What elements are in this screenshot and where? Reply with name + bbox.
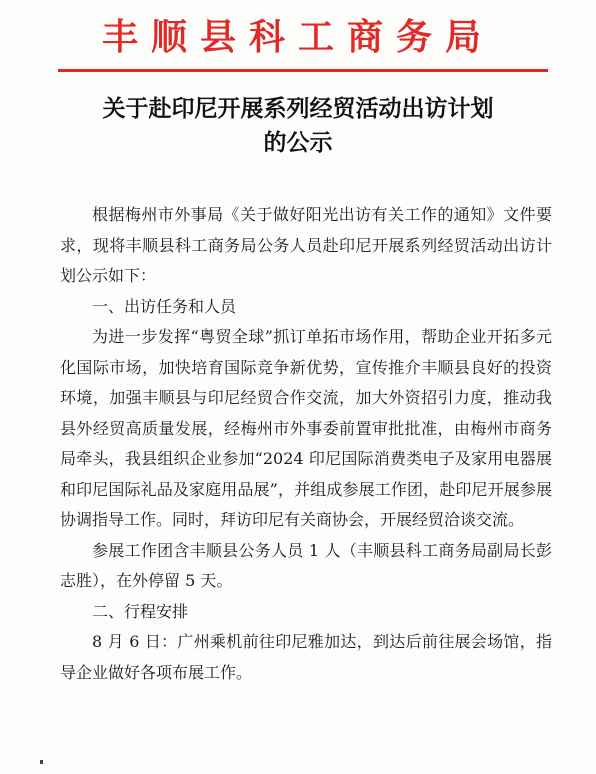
document-title-line-1: 关于赴印尼开展系列经贸活动出访计划 (102, 95, 494, 122)
section-1-heading: 一、出访任务和人员 (92, 296, 237, 316)
document-title (0, 92, 596, 160)
section-2-paragraph-1: 8 月 6 日：广州乘机前往印尼雅加达，到达后前往展会场馆，指导企业做好各项布展工作。 (60, 632, 552, 682)
scan-speck (40, 760, 43, 764)
section-2-heading: 二、行程安排 (92, 601, 189, 621)
org-header-title: 丰顺县科工商务局 (101, 16, 494, 58)
section-1-paragraph-1: 为进一步发挥“粤贸全球”抓订单拓市场作用，帮助企业开拓多元化国际市场，加快培育国际竞争新优势，宣传推介丰顺县良好的投资环境，加强丰顺县与印尼经贸合作交流，加大外资招引力度，推动我县外经贸高质量发展，经梅州市外事委前置审批批准，由梅州市商务局牵头，我县组织企业参加“2024 印尼国际消费类电子及家用电器展和印尼国际礼品及家庭用品展”，并组成参展工作团，赴印尼开展参展协调指导工作。同时，拜访印尼有关商协会，开展经贸洽谈交流。 (60, 327, 552, 529)
header-red-rule (58, 69, 548, 72)
document-title-line-2: 的公示 (263, 129, 333, 156)
section-1-paragraph-2: 参展工作团含丰顺县公务人员 1 人（丰顺县科工商务局副局长彭志胜），在外停留 5 天。 (60, 540, 552, 590)
intro-paragraph: 根据梅州市外事局《关于做好阳光出访有关工作的通知》文件要求，现将丰顺县科工商务局公务人员赴印尼开展系列经贸活动出访计划公示如下： (60, 205, 552, 285)
document-body (60, 200, 552, 688)
